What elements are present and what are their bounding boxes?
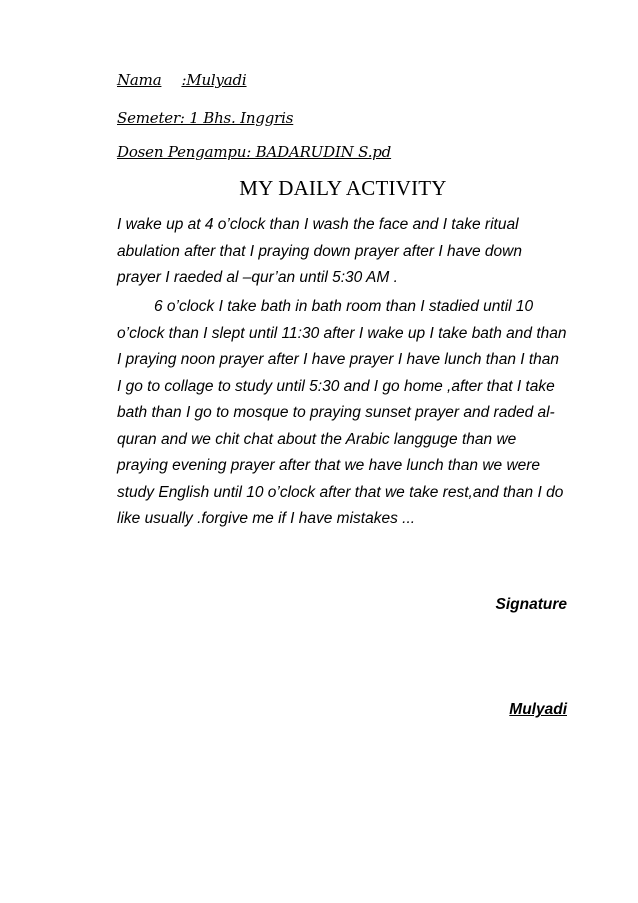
document-title-text: MY DAILY ACTIVITY	[239, 176, 447, 200]
lecturer-line: Dosen Pengampu: BADARUDIN S.pd	[117, 143, 392, 161]
paragraph-1: I wake up at 4 o’clock than I wash the face and I take ritual abulation after that I praying down prayer after I have down prayer I raeded al –qur’an until 5:30 AM .	[117, 216, 522, 286]
name-label: Nama	[117, 71, 162, 89]
document-title	[0, 176, 638, 201]
signature-label: Signature	[495, 596, 567, 613]
paragraph-2: 6 o’clock I take bath in bath room than I stadied until 10 o’clock than I slept until 11:30 after I wake up I take bath and than I praying noon prayer after I have prayer I have lunch than I than I go to collage to study until 5:30 and I go home ,after that I take bath than I go to mosque to praying sunset prayer and raded al-quran and we chit chat about the Arabic langguge than we praying evening prayer after that we have lunch than we were study English until 10 o’clock after that we take rest,and than I do like usually .forgive me if I have mistakes ...	[117, 298, 567, 527]
name-value: :Mulyadi	[181, 71, 247, 89]
semester-line: Semeter: 1 Bhs. Inggris	[117, 109, 294, 127]
student-name-line	[117, 71, 247, 89]
signature-name: Mulyadi	[509, 701, 567, 718]
